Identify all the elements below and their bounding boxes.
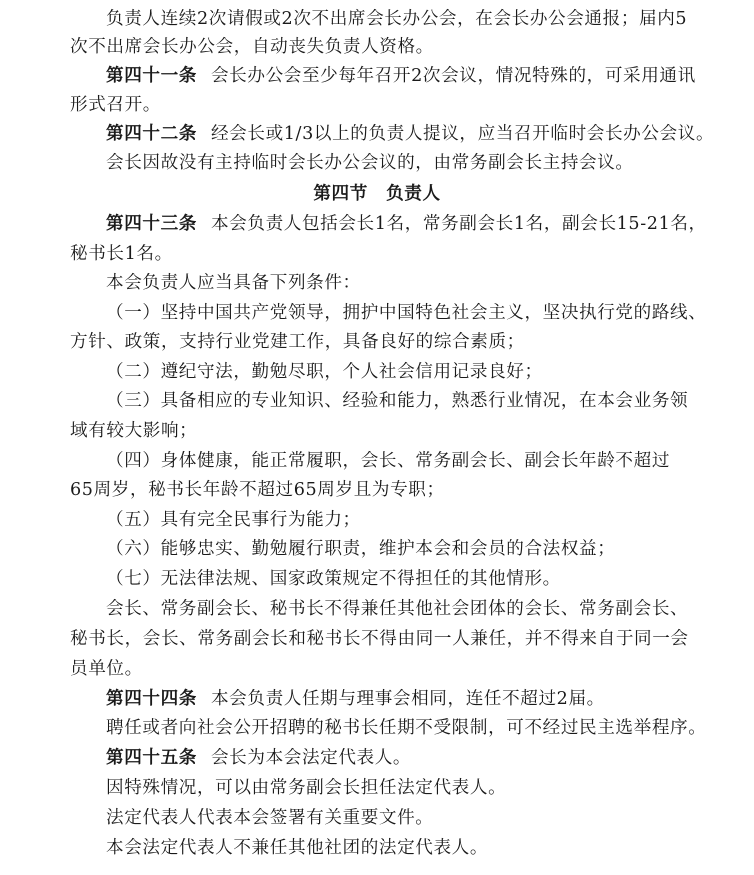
line-text: 本会负责人任期与理事会相同，连任不超过2届。: [210, 689, 605, 709]
line-text: 本会法定代表人不兼任其他社团的法定代表人。: [106, 838, 489, 858]
line-text: 本会负责人应当具备下列条件：: [106, 273, 361, 293]
line-text: 因特殊情况，可以由常务副会长担任法定代表人。: [106, 778, 507, 798]
text-line: [0, 4, 754, 34]
article-number: 第四十三条: [106, 214, 197, 234]
text-line: [0, 268, 754, 298]
line-text: 经会长或1/3以上的负责人提议，应当召开临时会长办公会议。: [210, 124, 715, 144]
line-text: 本会负责人包括会长1名，常务副会长1名，副会长15-21名，: [210, 214, 707, 234]
text-line: [0, 239, 754, 269]
text-line: [0, 713, 754, 743]
line-text: （三）具备相应的专业知识、经验和能力，熟悉行业情况，在本会业务领: [106, 391, 689, 411]
line-text: 会长为本会法定代表人。: [210, 748, 412, 768]
line-text: （四）身体健康，能正常履职，会长、常务副会长、副会长年龄不超过: [106, 451, 671, 471]
text-line: [0, 446, 754, 476]
text-line: [0, 534, 754, 564]
text-line: [0, 564, 754, 594]
section-heading: [0, 179, 754, 209]
line-text: （七）无法律法规、国家政策规定不得担任的其他情形。: [106, 569, 561, 589]
line-text: 方针、政策，支持行业党建工作，具备良好的综合素质；: [70, 332, 525, 352]
article-number: 第四十二条: [106, 124, 197, 144]
text-line: [0, 594, 754, 624]
text-line: [0, 773, 754, 803]
line-text: 法定代表人代表本会签署有关重要文件。: [106, 808, 434, 828]
line-text: （一）坚持中国共产党领导，拥护中国特色社会主义，坚决执行党的路线、: [106, 303, 707, 323]
line-text: 秘书长1名。: [70, 244, 173, 264]
line-text: 秘书长，会长、常务副会长和秘书长不得由同一人兼任，并不得来自于同一会: [70, 629, 689, 649]
text-line: [0, 32, 754, 62]
text-line: [0, 386, 754, 416]
text-line: [0, 475, 754, 505]
article-number: 第四十一条: [106, 66, 197, 86]
line-text: 域有较大影响；: [70, 421, 198, 441]
article-number: 第四十五条: [106, 748, 197, 768]
line-text: 65周岁，秘书长年龄不超过65周岁且为专职；: [70, 480, 445, 500]
line-text: 形式召开。: [70, 95, 161, 115]
article-line: [0, 743, 754, 773]
text-line: [0, 624, 754, 654]
text-line: [0, 654, 754, 684]
text-line: [0, 148, 754, 178]
text-line: [0, 803, 754, 833]
line-text: 员单位。: [70, 659, 143, 679]
article-number: 第四十四条: [106, 689, 197, 709]
article-line: [0, 684, 754, 714]
line-text: 聘任或者向社会公开招聘的秘书长任期不受限制，可不经过民主选举程序。: [106, 718, 707, 738]
text-line: [0, 298, 754, 328]
section-title: 第四节 负责人: [313, 184, 441, 204]
line-text: （五）具有完全民事行为能力；: [106, 510, 361, 530]
line-text: 负责人连续2次请假或2次不出席会长办公会，在会长办公会通报；届内5: [106, 9, 688, 29]
text-line: [0, 833, 754, 863]
text-line: [0, 416, 754, 446]
article-line: [0, 209, 754, 239]
article-line: [0, 61, 754, 91]
line-text: 次不出席会长办公会，自动丧失负责人资格。: [70, 37, 434, 57]
article-line: [0, 119, 754, 149]
line-text: 会长办公会至少每年召开2次会议，情况特殊的，可采用通讯: [210, 66, 696, 86]
line-text: （二）遵纪守法，勤勉尽职，个人社会信用记录良好；: [106, 362, 543, 382]
line-text: （六）能够忠实、勤勉履行职责，维护本会和会员的合法权益；: [106, 539, 616, 559]
text-line: [0, 90, 754, 120]
line-text: 会长因故没有主持临时会长办公会议的，由常务副会长主持会议。: [106, 153, 634, 173]
text-line: [0, 357, 754, 387]
text-line: [0, 505, 754, 535]
line-text: 会长、常务副会长、秘书长不得兼任其他社会团体的会长、常务副会长、: [106, 599, 689, 619]
text-line: [0, 327, 754, 357]
